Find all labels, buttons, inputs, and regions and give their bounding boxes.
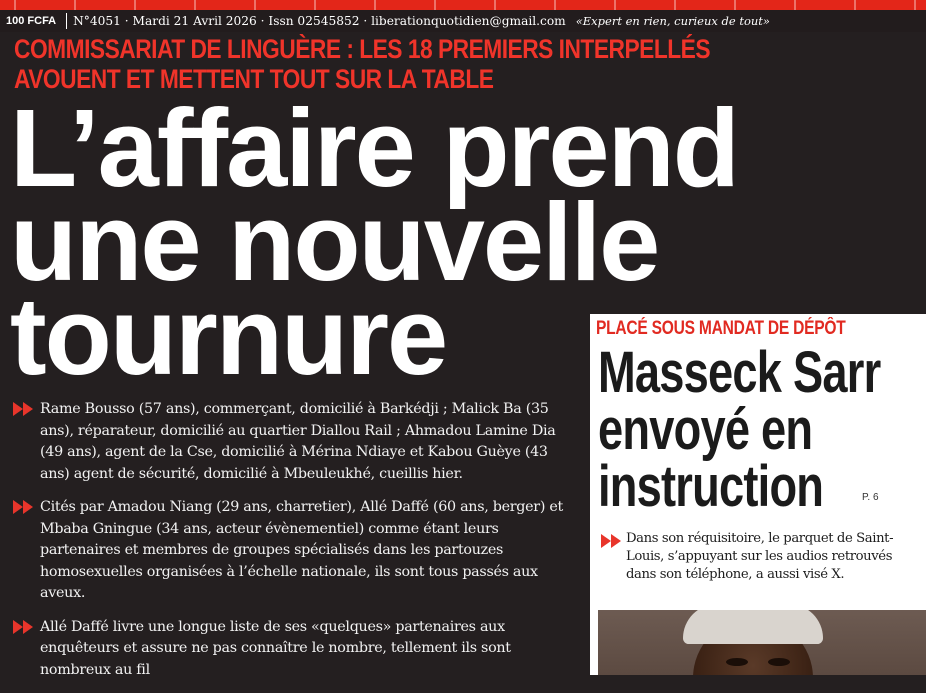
- lead-bullet: [10, 497, 580, 605]
- lead-bullet: [10, 399, 580, 485]
- portrait-cap: [683, 610, 823, 644]
- page-reference: P. 6: [862, 492, 879, 503]
- sidebar-headline-line: instruction: [598, 454, 824, 519]
- lead-headline-line: tournure: [10, 275, 447, 398]
- sidebar-headline-line: envoyé en: [598, 397, 813, 462]
- masthead-red-band: [0, 0, 926, 10]
- sidebar-headline-line: Masseck Sarr: [598, 340, 881, 405]
- lead-kicker: [14, 34, 788, 94]
- sidebar-story: [590, 314, 926, 675]
- lead-bullet-text: Cités par Amadou Niang (29 ans, charretier), Allé Daffé (60 ans, berger) et Mbaba Gningue (34 ans, acteur évènementiel) comme étant leurs partenaires et membres de groupes spécialisés dans les partouzes homosexuelles organisées à l’échelle nationale, ils sont tous passés aux aveux.: [40, 499, 563, 601]
- sidebar-bullet-text: Dans son réquisitoire, le parquet de Saint-Louis, s’appuyant sur les audios retrouvés dans son téléphone, a aussi visé X.: [626, 531, 894, 582]
- double-chevron-right-icon: [600, 532, 624, 550]
- divider: [66, 13, 67, 29]
- sidebar-headline: [598, 340, 881, 519]
- double-chevron-right-icon: [12, 498, 36, 516]
- lead-kicker-line: AVOUENT ET METTENT TOUT SUR LA TABLE: [14, 64, 494, 94]
- portrait-photo: [598, 610, 926, 675]
- sidebar-bullet: [596, 530, 922, 584]
- masthead-info-bar: [0, 10, 926, 32]
- lead-headline-line: L’affaire prend: [10, 87, 738, 210]
- sidebar-kicker: PLACÉ SOUS MANDAT DE DÉPÔT: [596, 318, 846, 339]
- masthead-logo-fragment: [0, 0, 926, 10]
- lead-kicker-line: COMMISSARIAT DE LINGUÈRE : LES 18 PREMIERS INTERPELLÉS: [14, 34, 711, 64]
- portrait-eye: [768, 658, 790, 666]
- lead-bullet-text: Rame Bousso (57 ans), commerçant, domicilié à Barkédji ; Malick Ba (35 ans), réparateur, domicilié au quartier Diallou Rail ; Ahmadou Lamine Dia (49 ans), agent de la Cse, domicilié à Mérina Ndiaye et Kabou Guèye (43 ans) agent de sécurité, domicilié à Mbeuleukhé, cueillis hier.: [40, 401, 556, 482]
- portrait-eye: [726, 658, 748, 666]
- lead-bullets: [10, 399, 580, 693]
- issue-price: 100 FCFA: [6, 15, 57, 27]
- issue-info: N°4051 · Mardi 21 Avril 2026 · Issn 02545852 · liberationquotidien@gmail.com: [73, 14, 566, 28]
- lead-bullet-text: Allé Daffé livre une longue liste de ses «quelques» partenaires aux enquêteurs et assure ne pas connaître le nombre, tellement ils sont nombreux au fil: [40, 618, 511, 678]
- lead-headline-line: une nouvelle: [10, 181, 659, 304]
- double-chevron-right-icon: [12, 400, 36, 418]
- newspaper-motto: «Expert en rien, curieux de tout»: [575, 14, 770, 28]
- double-chevron-right-icon: [12, 618, 36, 636]
- lead-bullet: [10, 617, 580, 682]
